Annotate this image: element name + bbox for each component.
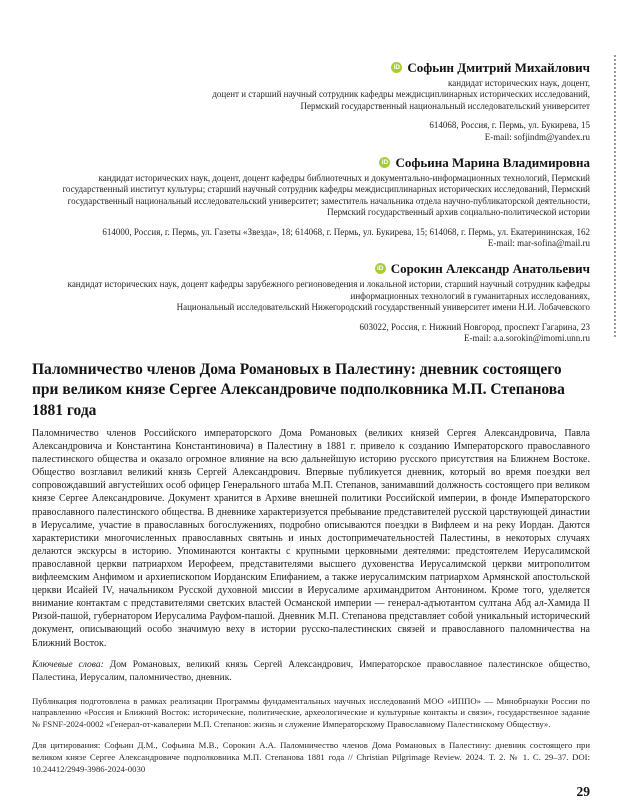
orcid-icon[interactable]: iD bbox=[375, 263, 386, 274]
orcid-icon[interactable]: iD bbox=[379, 157, 390, 168]
author-affiliation: кандидат исторических наук, доцент кафедры зарубежного регионоведения и локальной истории, старший научный сотрудник кафедры информационных технологий в гуманитарных исследованиях, Национальный исследовательский Нижегородский государственный университет имени Н.И. Лобачевского bbox=[67, 279, 590, 313]
page-number: 29 bbox=[576, 784, 590, 800]
author-name: Сорокин Александр Анатольевич bbox=[390, 261, 590, 277]
citation-note bbox=[32, 740, 590, 775]
keywords-label: Ключевые слова: bbox=[32, 659, 104, 670]
author-name: Софьин Дмитрий Михайлович bbox=[407, 60, 590, 75]
dotted-trim-line bbox=[614, 55, 616, 337]
author-block-sofyina bbox=[32, 155, 590, 249]
citation-text: Софьин Д.М., Софьина М.В., Сорокин А.А. Паломничество членов Дома Романовых в Палестину: дневник состоящего при великом князе Сергее Александровиче подполковника М.П. Степанова 1881 года // Christian Pilgrimage Review. 2024. Т. 2. № 1. С. 29–37. DOI: 10.24412/2949-3986-2024-0030 bbox=[32, 739, 590, 774]
author-affiliation: кандидат исторических наук, доцент, доцент кафедры библиотечных и документально-информационных технологий, Пермский государственный институт культуры; старший научный сотрудник кафедры междисциплинарных исторических исследований, Пермский государственный национальный исследовательский университет; заместитель начальника отдела научно-публикаторской деятельности, Пермский государственный архив социально-политической истории bbox=[62, 173, 590, 218]
article-title: Паломничество членов Дома Романовых в Палестину: дневник состоящего при великом князе Сергее Александровиче подполковника М.П. Степанова 1881 года bbox=[32, 360, 565, 419]
author-name-row bbox=[32, 261, 590, 276]
citation-label: Для цитирования: bbox=[32, 739, 101, 750]
orcid-icon[interactable]: iD bbox=[391, 62, 402, 73]
page-content bbox=[32, 60, 590, 800]
author-affiliation: кандидат исторических наук, доцент, доцент и старший научный сотрудник кафедры междисциплинарных исторических исследований, Пермский государственный национальный исследовательский университет bbox=[212, 78, 590, 111]
abstract-text: Паломничество членов Российского императорского Дома Романовых (великих князей Сергея Александровича, Павла Александровича и Константина Константиновича) в Палестину в 1881 г. привело к созданию Императорского православного палестинского общества и оказало огромное влияние на всю дальнейшую историю русского присутствия на Ближнем Востоке. Общество возглавил великий князь Сергей Александрович. Впервые публикуется дневник, который во время поездки вел сопровождавший августейших особ офицер Генерального штаба М.П. Степанов, занимавший должность состоящего при великом князе Сергее Александровиче. Документ хранится в Архиве внешней политики Российской империи, в фонде Императорского православного палестинского общества. В дневнике характеризуется пребывание представителей русской царствующей династии в Иерусалиме, участие в православных богослужениях, подробно описываются поездки в Вифлеем и на реку Иордан. Даются характеристики многочисленных православных святынь и иных достопримечательностей Палестины, в некоторых случаях делаются экскурсы в историю. Упоминаются контакты с крупными церковными деятелями: предстоятелем Иерусалимской православной церкви патриархом Иерофеем, представителями высшего духовенства Иерусалимской церкви митрополитом вифлеемским Анфимом и архиепископом Иорданским Епифанием, а также иерусалимским патриархом Армянской апостольской церкви Исайей IV, начальником Русской духовной миссии в Иерусалиме архимандритом Антонином. Кроме того, уделяется внимание контактам с представителями светских властей Османской империи — генерал-адъютантом султана Абд ал-Хамида II Ризой-пашой, губернатором Иерусалима Рауфом-пашой. Дневник М.П. Степанова представляет собой уникальный исторический документ, описывающий особо значимую веху в истории русско-палестинских связей и православного паломничества на Ближний Восток. bbox=[32, 428, 590, 649]
funding-note: Публикация подготовлена в рамках реализации Программы фундаментальных научных исследований МОО «ИППО» — Минобрнауки России по направлению «Россия и Ближний Восток: исторические, политические, археологические и культурные контакты и связи», государственное задание № FSNF-2024-0002 «Генерал-от-кавалерии М.П. Степанов: жизнь и служение Императорскому Православному Палестинскому Обществу». bbox=[32, 695, 590, 730]
author-block-sorokin bbox=[32, 261, 590, 344]
author-address: 614000, Россия, г. Пермь, ул. Газеты «Звезда», 18; 614068, г. Пермь, ул. Букирева, 15; 614068, г. Пермь, ул. Екатерининская, 162 E-mail: mar-sofina@mail.ru bbox=[102, 226, 590, 249]
keywords-text: Дом Романовых, великий князь Сергей Александрович, Императорское православное палестинское общество, Палестина, Иерусалим, паломничество, дневник. bbox=[32, 659, 591, 683]
keywords-paragraph bbox=[32, 659, 590, 685]
author-name-row bbox=[32, 155, 590, 170]
author-address: 603022, Россия, г. Нижний Новгород, проспект Гагарина, 23 E-mail: a.a.sorokin@imomi.unn.ru bbox=[359, 321, 590, 344]
author-name: Софьина Марина Владимировна bbox=[395, 155, 590, 171]
author-block-sofyin bbox=[32, 60, 590, 143]
author-name-row bbox=[32, 60, 590, 75]
author-address: 614068, Россия, г. Пермь, ул. Букирева, 15 E-mail: sofjindm@yandex.ru bbox=[429, 120, 590, 142]
